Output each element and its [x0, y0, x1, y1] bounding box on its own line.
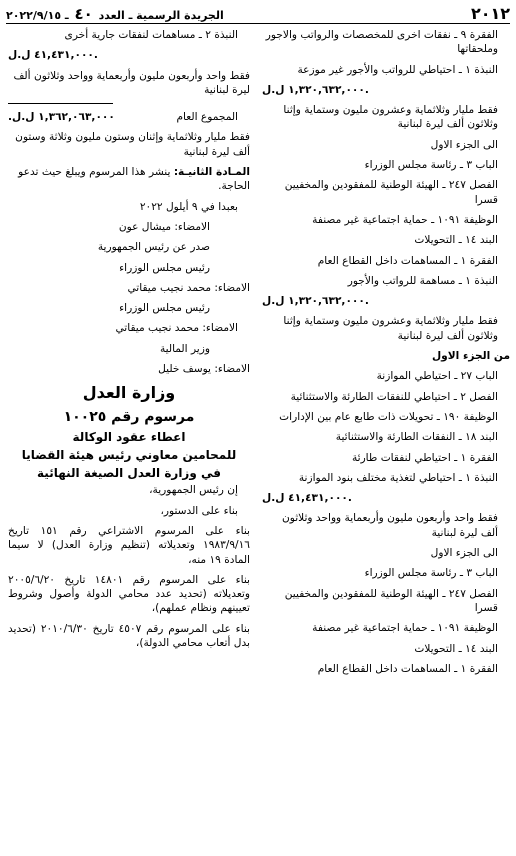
total-label: المجموع العام [176, 111, 238, 124]
signature: الامضاء: يوسف خليل [158, 363, 250, 376]
text-line: البند ١٨ ـ النفقات الطارئة والاستثنائية [335, 431, 498, 444]
decree-number: مرسوم رقم ١٠٠٢٥ [63, 408, 195, 425]
text-line: النبذة ٢ ـ مساهمات لنفقات جارية أخرى [64, 29, 238, 41]
paragraph: بناء على المرسوم رقم ١٤٨٠١ تاريخ ٢٠٠٥/٦/٢٠ وتعديلاته (تحديد عدد محامي الدولة وأصول وشروط تعيينهم ونظام عملهم)، [8, 573, 250, 615]
running-header [6, 4, 224, 24]
text-line: الوظيفة ١٩٠ ـ تحويلات ذات طابع عام بين الإدارات [279, 410, 498, 423]
article-2-text: ينشر هذا المرسوم ويبلغ حيث تدعو الحاجة. [18, 166, 250, 193]
text-line: الفصل ٢٤٧ ـ الهيئة الوطنية للمفقودين والمخفيين قسرا [284, 587, 498, 614]
total-value: ١,٣٦٢,٠٦٣,٠٠٠ ل.ل. [8, 111, 115, 124]
text-line: الباب ٣ ـ رئاسة مجلس الوزراء [364, 159, 498, 172]
text-line: الفقرة ١ ـ المساهمات داخل القطاع العام [317, 662, 498, 675]
gazette-name: الجريدة الرسمية ـ العدد [98, 8, 224, 22]
text-line: رئيس مجلس الوزراء [119, 261, 210, 274]
text-line: الوظيفة ١٠٩١ ـ حماية اجتماعية غير مصنفة [312, 622, 498, 635]
text-line: الفقرة ١ ـ المساهمات داخل القطاع العام [317, 254, 498, 267]
amount: ١,٣٢٠,٦٣٢,٠٠٠ ل.ل. [262, 83, 369, 96]
ministry-heading: وزارة العدل [82, 383, 176, 403]
text-line: وزير المالية [159, 342, 210, 355]
text-line: البند ١٤ ـ التحويلات [414, 642, 498, 655]
paragraph: إن رئيس الجمهورية، [149, 484, 238, 497]
columns [6, 28, 510, 682]
signature: الامضاء: ميشال عون [118, 220, 210, 233]
amount-in-words: فقط واحد وأربعون مليون وأربعماية وواحد وثلاثون ألف ليرة لبنانية [13, 69, 250, 96]
amount-in-words: فقط مليار وثلاثماية وإثنان وستون مليون وثلاثة وستون ألف ليرة لبنانية [15, 131, 250, 158]
text-line: النبذة ١ ـ مساهمة للرواتب والأجور [347, 274, 498, 287]
text-line: الباب ٣ ـ رئاسة مجلس الوزراء [364, 567, 498, 580]
signature: الامضاء: محمد نجيب ميقاتي [115, 322, 238, 335]
section-heading: من الجزء الاول [431, 350, 510, 363]
divider [8, 103, 113, 104]
paragraph: بناء على الدستور، [160, 504, 238, 517]
text-line: الباب ٢٧ ـ احتياطي الموازنة [376, 370, 498, 383]
article-2 [8, 165, 250, 194]
right-column [262, 28, 510, 682]
amount-in-words: فقط واحد وأربعون مليون وأربعماية وواحد وثلاثون ألف ليرة لبنانية [281, 512, 498, 539]
text-line: الفقرة ١ ـ احتياطي لنفقات طارئة [351, 451, 498, 464]
left-column [8, 28, 250, 682]
amount-in-words: فقط مليار وثلاثماية وعشرون مليون وستماية وإثنا وثلاثون ألف ليرة لبنانية [283, 104, 498, 131]
signature: الامضاء: محمد نجيب ميقاتي [127, 281, 250, 294]
page-header [6, 6, 510, 22]
total-row [8, 110, 250, 124]
text-line: الى الجزء الاول [430, 547, 498, 560]
amount: ٤١,٤٣١,٠٠٠ ل.ل. [262, 492, 352, 505]
page-number: ٢٠١٢ [470, 4, 510, 24]
text-line: الى الجزء الاول [430, 138, 498, 151]
text-line: صدر عن رئيس الجمهورية [97, 241, 210, 254]
amount: ٤١,٤٣١,٠٠٠ ل.ل. [8, 49, 98, 62]
decree-title-line: في وزارة العدل الصيغة النهائية [37, 466, 221, 481]
amount-in-words: فقط مليار وثلاثماية وعشرون مليون وستماية وإثنا وثلاثون ألف ليرة لبنانية [283, 315, 498, 342]
decree-title-line: للمحامين معاوني رئيس هيئة القضايا [21, 448, 237, 463]
paragraph: بناء على المرسوم رقم ٤٥٠٧ تاريخ ٢٠١٠/٦/٣٠ (تحديد بدل أتعاب محامي الدولة)، [8, 622, 250, 650]
article-2-label: المـادة الثانيـة: [173, 166, 250, 179]
text-line: النبذة ١ ـ احتياطي للرواتب والأجور غير موزعة [297, 63, 498, 76]
text-line: البند ١٤ ـ التحويلات [414, 234, 498, 247]
text-line: الفصل ٢٤٧ ـ الهيئة الوطنية للمفقودين والمخفيين قسرا [284, 179, 498, 206]
text-line: الفصل ٢ ـ احتياطي للنفقات الطارئة والاستثنائية [290, 390, 498, 403]
text-line: رئيس مجلس الوزراء [119, 302, 210, 315]
decree-title-line: اعطاء عقود الوكالة [72, 429, 186, 444]
amount: ١,٣٢٠,٦٣٢,٠٠٠ ل.ل. [262, 295, 369, 308]
text-line: الفقرة ٩ ـ نفقات اخرى للمخصصات والرواتب والاجور وملحقاتها [265, 29, 498, 56]
issue-number: ٤٠ [74, 4, 93, 23]
issue-date: ـ ٢٠٢٢/٩/١٥ [6, 8, 69, 22]
text-line: الوظيفة ١٠٩١ ـ حماية اجتماعية غير مصنفة [312, 213, 498, 226]
text-line: النبذة ١ ـ احتياطي لتغذية مختلف بنود الموازنة [298, 471, 498, 484]
paragraph: بناء على المرسوم الاشتراعي رقم ١٥١ تاريخ ١٩٨٣/٩/١٦ وتعديلاته (تنظيم وزارة العدل) لا سيما المادة ١٩ منه، [8, 524, 250, 566]
date-line: بعبدا في ٩ أيلول ٢٠٢٢ [139, 200, 238, 213]
